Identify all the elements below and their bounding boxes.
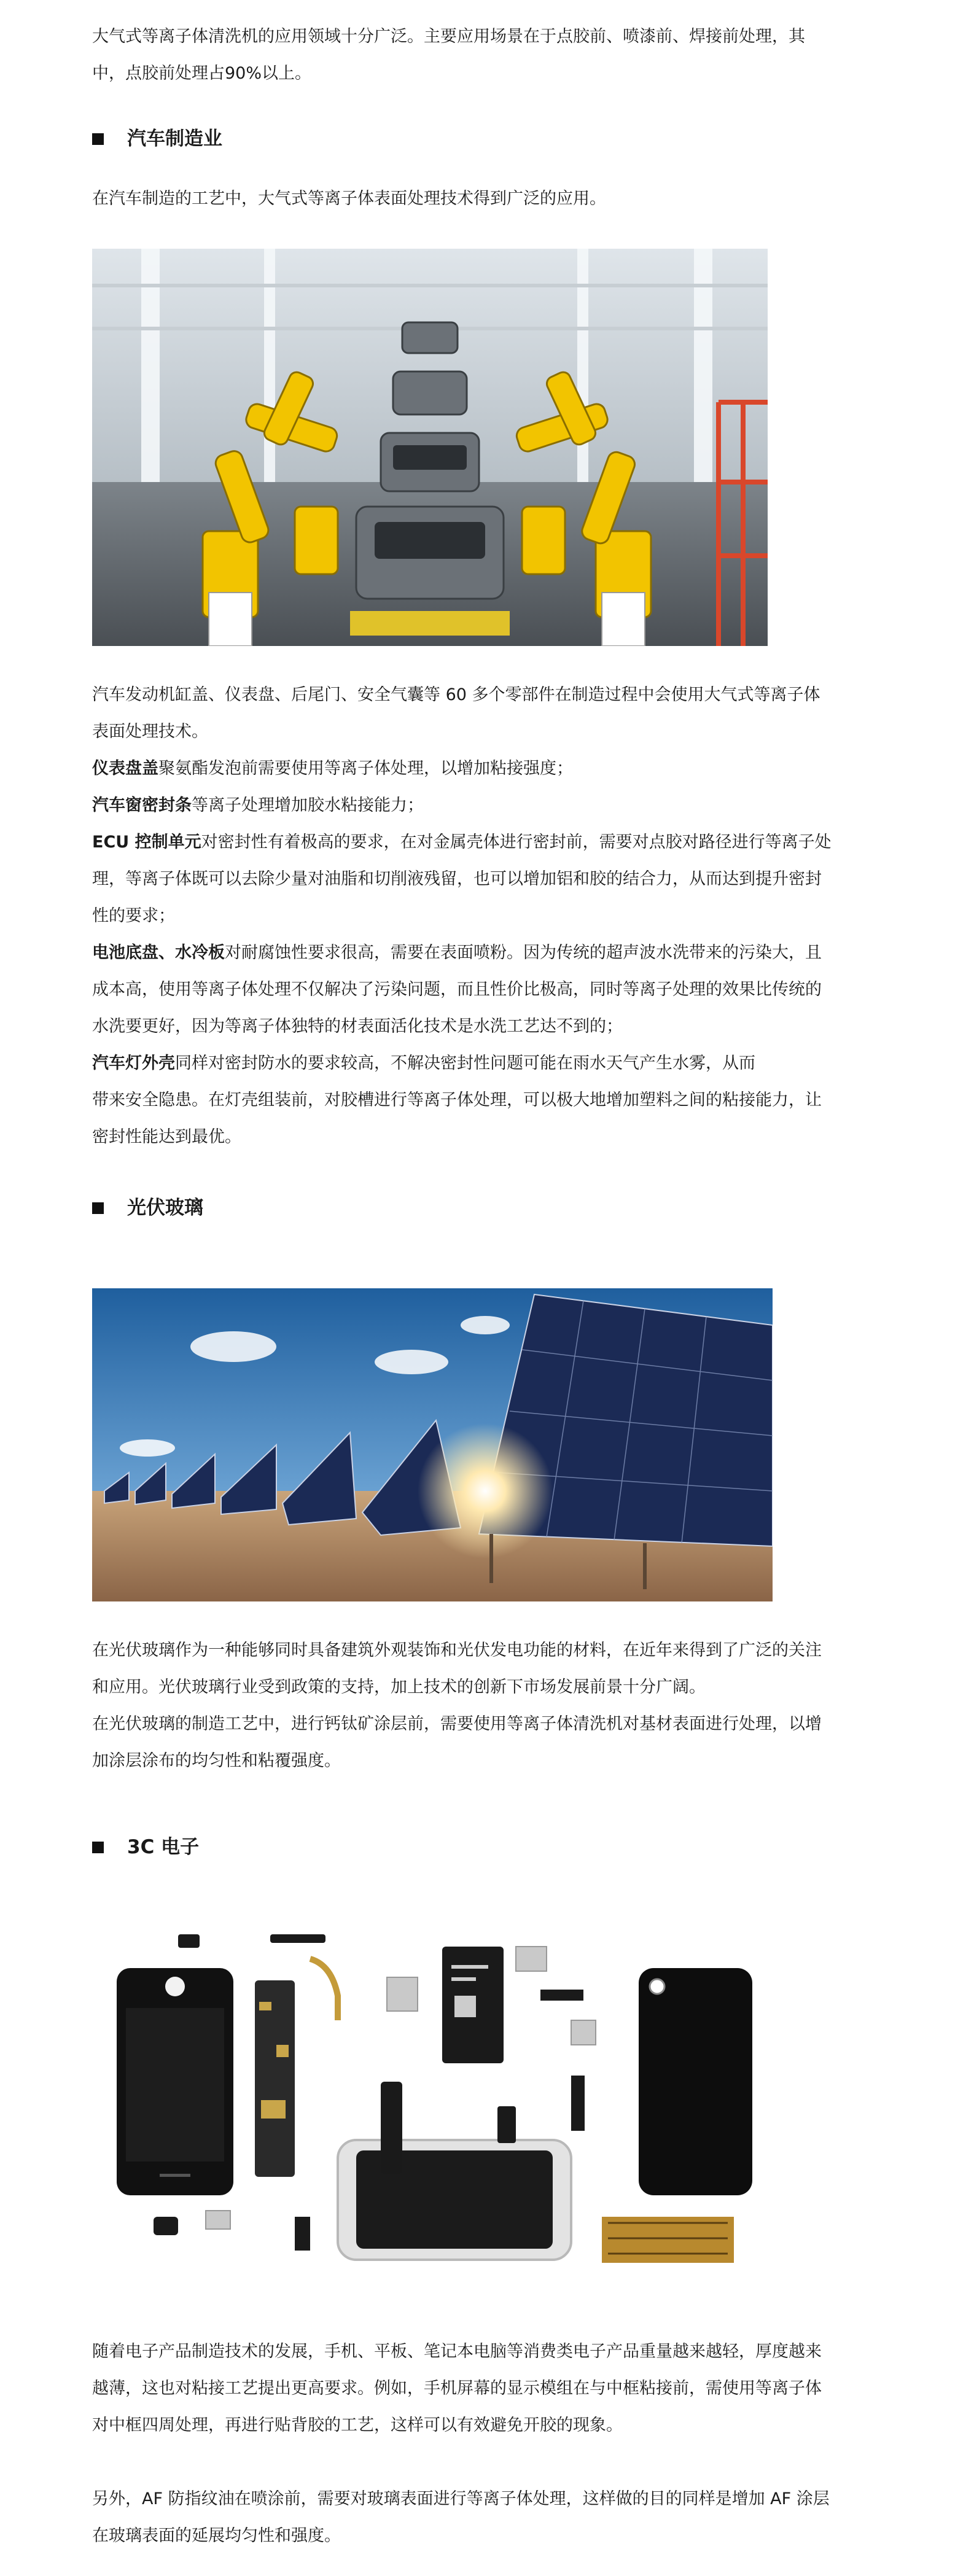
item-text: 对耐腐蚀性要求很高，需要在表面喷粉。因为传统的超声波水洗带来的污染大，且成本高，使用等离子体处理不仅解决了污染问题，而且性价比极高，同时等离子处理的效果比传统的水洗要更好，因为等离子体独特的材表面活化技术是水洗工艺达不到的； [92,943,822,1036]
section-heading-electronics-text: 3C 电子 [127,1836,200,1858]
item-text: 等离子处理增加胶水粘接能力； [192,796,424,815]
auto-item-lamp-housing [92,1045,835,1156]
pv-paragraph-2: 在光伏玻璃的制造工艺中，进行钙钛矿涂层前，需要使用等离子体清洗机对基材表面进行处理，以增加涂层涂布的均匀性和粘覆强度。 [92,1714,822,1770]
intro-paragraph: 大气式等离子体清洗机的应用领域十分广泛。主要应用场景在于点胶前、喷漆前、焊接前处理，其中，点胶前处理占90%以上。 [92,27,805,83]
car-assembly-line-robots-photo [92,249,768,646]
item-text-cont: 带来安全隐患。在灯壳组装前，对胶槽进行等离子体处理，可以极大地增加塑料之间的粘接能力，让密封性能达到最优。 [92,1091,822,1146]
auto-item-window-seal [92,787,835,824]
section-heading-pv [92,1196,203,1220]
square-bullet-icon [92,1842,104,1853]
square-bullet-icon [92,133,104,145]
solar-panels-photo [92,1288,773,1601]
item-term: ECU 控制单元 [92,833,201,852]
item-term: 仪表盘盖 [92,759,158,778]
disassembled-phone-parts-photo [92,1922,774,2303]
item-text: 聚氨酯发泡前需要使用等离子体处理，以增加粘接强度； [158,759,573,778]
pv-paragraph-1: 在光伏玻璃作为一种能够同时具备建筑外观装饰和光伏发电功能的材料，在近年来得到了广泛的关注和应用。光伏玻璃行业受到政策的支持，加上技术的创新下市场发展前景十分广阔。 [92,1641,822,1697]
item-term: 汽车灯外壳 [92,1054,175,1073]
electronics-paragraph-2: 另外，AF 防指纹油在喷涂前，需要对玻璃表面进行等离子体处理，这样做的目的同样是增加 AF 涂层在玻璃表面的延展均匀性和强度。 [92,2489,830,2545]
electronics-paragraph-1: 随着电子产品制造技术的发展，手机、平板、笔记本电脑等消费类电子产品重量越来越轻，厚度越来越薄，这也对粘接工艺提出更高要求。例如，手机屏幕的显示模组在与中框粘接前，需使用等离子体对中框四周处理，再进行贴背胶的工艺，这样可以有效避免开胶的现象。 [92,2342,822,2435]
section-heading-electronics [92,1835,199,1859]
item-text: 同样对密封防水的要求较高，不解决密封性问题可能在雨水天气产生水雾，从而 [175,1054,755,1073]
auto-parts-paragraph: 汽车发动机缸盖、仪表盘、后尾门、安全气囊等 60 多个零部件在制造过程中会使用大气式等离子体表面处理技术。 [92,685,820,741]
section-heading-auto-text: 汽车制造业 [127,128,222,150]
section-heading-pv-text: 光伏玻璃 [127,1197,203,1219]
section-heading-auto [92,126,222,151]
auto-item-instrument-cover [92,750,835,787]
item-term: 汽车窗密封条 [92,796,192,815]
square-bullet-icon [92,1202,104,1214]
item-term: 电池底盘、水冷板 [92,943,225,962]
auto-item-battery-tray [92,935,835,1045]
item-text: 对密封性有着极高的要求，在对金属壳体进行密封前，需要对点胶对路径进行等离子处理，等离子体既可以去除少量对油脂和切削液残留，也可以增加铝和胶的结合力，从而达到提升密封性的要求； [92,833,832,925]
auto-item-ecu [92,824,835,935]
auto-lead-paragraph: 在汽车制造的工艺中，大气式等离子体表面处理技术得到广泛的应用。 [92,189,606,208]
